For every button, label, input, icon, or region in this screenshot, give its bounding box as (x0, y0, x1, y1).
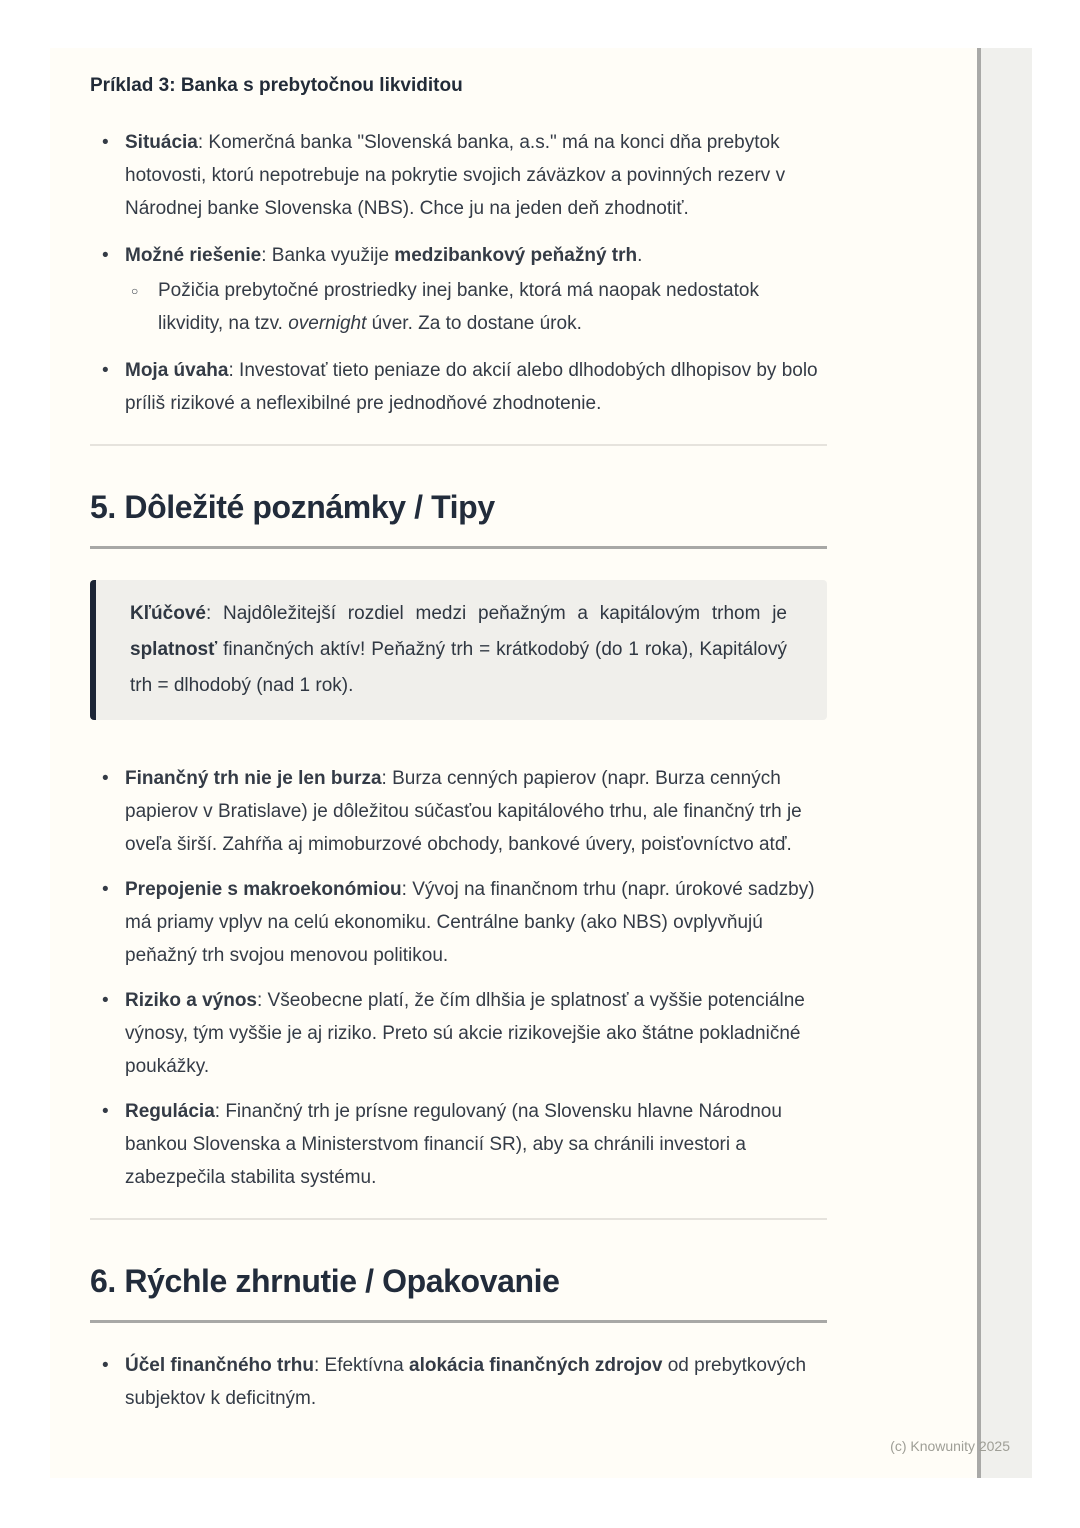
heading-underline (90, 546, 827, 549)
sub-list-item (125, 274, 827, 340)
list-item (90, 762, 827, 861)
heading-underline (90, 1320, 827, 1323)
document-page (50, 48, 977, 1478)
next-page-edge (977, 48, 1032, 1478)
section-5-title: 5. Dôležité poznámky / Tipy (90, 489, 495, 525)
list-item (90, 873, 827, 972)
bullet-text: Účel finančného trhu: Efektívna alokácia finančných zdrojov od prebytkových subjektov k deficitným. (125, 1355, 807, 1409)
section-6-title: 6. Rýchle zhrnutie / Opakovanie (90, 1263, 560, 1299)
bullet-text: Prepojenie s makroekonómiou: Vývoj na finančnom trhu (napr. úrokové sadzby) má priamy vplyv na celú ekonomiku. Centrálne banky (ako NBS) ovplyvňujú peňažný trh svojou menovou politikou. (125, 879, 815, 966)
copyright-watermark: (c) Knowunity 2025 (890, 1438, 1010, 1454)
example-bullet-list (90, 126, 827, 420)
list-item (90, 126, 827, 225)
section-5-bullet-list (90, 762, 827, 1194)
callout-text: Kľúčové: Najdôležitejší rozdiel medzi peňažným a kapitálovým trhom je splatnosť finančných aktív! Peňažný trh = krátkodobý (do 1 roka), Kapitálový trh = dlhodobý (nad 1 rok). (130, 603, 787, 696)
sub-bullet-list (125, 274, 827, 340)
key-callout-box (90, 580, 827, 720)
sub-bullet-text: Požičia prebytočné prostriedky inej banke, ktorá má naopak nedostatok likvidity, na tzv. overnight úver. Za to dostane úrok. (158, 280, 759, 334)
list-item (90, 239, 827, 340)
bullet-text: Možné riešenie: Banka využije medzibankový peňažný trh. (125, 245, 643, 266)
bullet-text: Regulácia: Finančný trh je prísne regulovaný (na Slovensku hlavne Národnou bankou Slovenska a Ministerstvom financií SR), aby sa chránili investori a zabezpečila stabilita systému. (125, 1101, 782, 1188)
section-divider (90, 1218, 827, 1220)
bullet-text: Finančný trh nie je len burza: Burza cenných papierov (napr. Burza cenných papierov v Bratislave) je dôležitou súčasťou kapitálového trhu, ale finančný trh je oveľa širší. Zahŕňa aj mimoburzové obchody, bankové úvery, poisťovníctvo atď. (125, 768, 802, 855)
list-item (90, 354, 827, 420)
example-heading: Príklad 3: Banka s prebytočnou likviditou (90, 75, 463, 96)
bullet-text: Moja úvaha: Investovať tieto peniaze do akcií alebo dlhodobých dlhopisov by bolo príliš rizikové a neflexibilné pre jednodňové zhodnotenie. (125, 360, 818, 414)
section-divider (90, 444, 827, 446)
bullet-text: Riziko a výnos: Všeobecne platí, že čím dlhšia je splatnosť a vyššie potenciálne výnosy, tým vyššie je aj riziko. Preto sú akcie rizikovejšie ako štátne pokladničné poukážky. (125, 990, 805, 1077)
bullet-text: Situácia: Komerčná banka "Slovenská banka, a.s." má na konci dňa prebytok hotovosti, ktorú nepotrebuje na pokrytie svojich záväzkov a povinných rezerv v Národnej banke Slovenska (NBS). Chce ju na jeden deň zhodnotiť. (125, 132, 786, 219)
list-item (90, 1349, 827, 1415)
section-6-bullet-list (90, 1349, 827, 1415)
list-item (90, 984, 827, 1083)
list-item (90, 1095, 827, 1194)
